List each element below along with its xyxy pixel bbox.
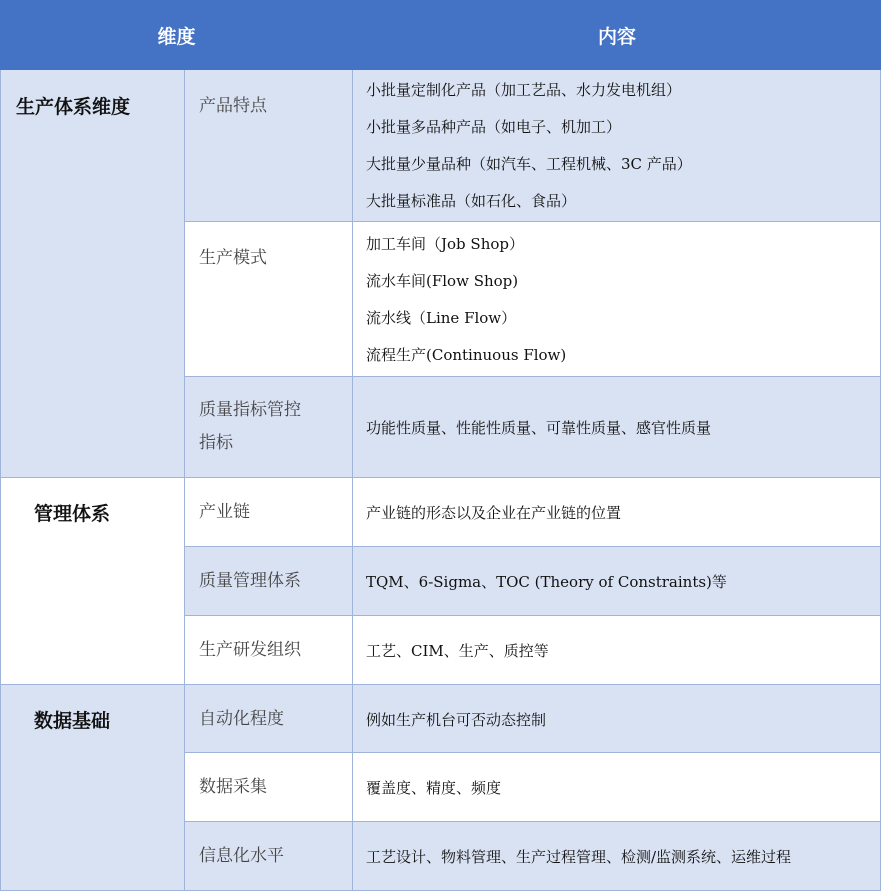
grid-line: [185, 752, 881, 753]
row-label-rd-organization: 生产研发组织: [185, 616, 353, 685]
content-line: 产业链的形态以及企业在产业链的位置: [366, 504, 622, 522]
content-line: 功能性质量、性能性质量、可靠性质量、感官性质量: [366, 419, 712, 437]
content-line: 大批量少量品种（如汽车、工程机械、3C 产品）: [366, 155, 692, 173]
grid-line: [185, 221, 881, 222]
row-label-line: 指标: [199, 433, 233, 453]
content-line: 大批量标准品（如石化、食品）: [366, 192, 577, 210]
content-line: 流水线（Line Flow）: [366, 309, 517, 327]
header-content: 内容: [353, 0, 881, 70]
row-content-quality-management: [353, 547, 881, 616]
content-line: 加工车间（Job Shop）: [366, 235, 524, 253]
row-label-industry-chain: 产业链: [185, 478, 353, 547]
row-content-industry-chain: [353, 478, 881, 547]
row-label-line: 质量指标管控: [199, 400, 301, 420]
content-line: 流程生产(Continuous Flow): [366, 346, 567, 364]
grid-line: [185, 821, 881, 822]
group-management-system: 管理体系: [0, 478, 185, 685]
grid-line: [185, 615, 881, 616]
content-line: 例如生产机台可否动态控制: [366, 710, 547, 729]
row-label-product-features: 产品特点: [185, 70, 353, 222]
row-label-quality-indicator: [185, 377, 353, 478]
content-line: 工艺设计、物料管理、生产过程管理、检测/监测系统、运维过程: [366, 848, 792, 866]
grid-line: [0, 477, 881, 478]
grid-line: [185, 376, 881, 377]
header-dimension: 维度: [0, 0, 353, 70]
row-content-data-collection: [353, 753, 881, 822]
content-line: 小批量定制化产品（加工艺品、水力发电机组）: [366, 81, 682, 99]
grid-line: [184, 70, 185, 891]
content-line: 小批量多品种产品（如电子、机加工）: [366, 118, 622, 136]
row-content-product-features: [353, 70, 881, 222]
row-label-quality-management: 质量管理体系: [185, 547, 353, 616]
row-label-informatization-level: 信息化水平: [185, 822, 353, 891]
group-production-system: 生产体系维度: [0, 70, 185, 478]
content-line: TQM、6-Sigma、TOC (Theory of Constraints)等: [366, 573, 727, 591]
row-label-data-collection: 数据采集: [185, 753, 353, 822]
group-data-foundation: 数据基础: [0, 685, 185, 891]
row-content-quality-indicator: [353, 377, 881, 478]
grid-line: [0, 70, 1, 891]
grid-line: [352, 70, 353, 891]
grid-line: [0, 684, 881, 685]
row-content-informatization-level: [353, 822, 881, 891]
row-content-production-mode: [353, 222, 881, 377]
grid-line: [185, 546, 881, 547]
row-label-automation-level: 自动化程度: [185, 685, 353, 753]
row-content-automation-level: [353, 685, 881, 753]
row-label-production-mode: 生产模式: [185, 222, 353, 377]
content-line: 流水车间(Flow Shop): [366, 272, 519, 290]
content-line: 工艺、CIM、生产、质控等: [366, 642, 549, 660]
row-content-rd-organization: [353, 616, 881, 685]
content-line: 覆盖度、精度、频度: [366, 779, 502, 797]
